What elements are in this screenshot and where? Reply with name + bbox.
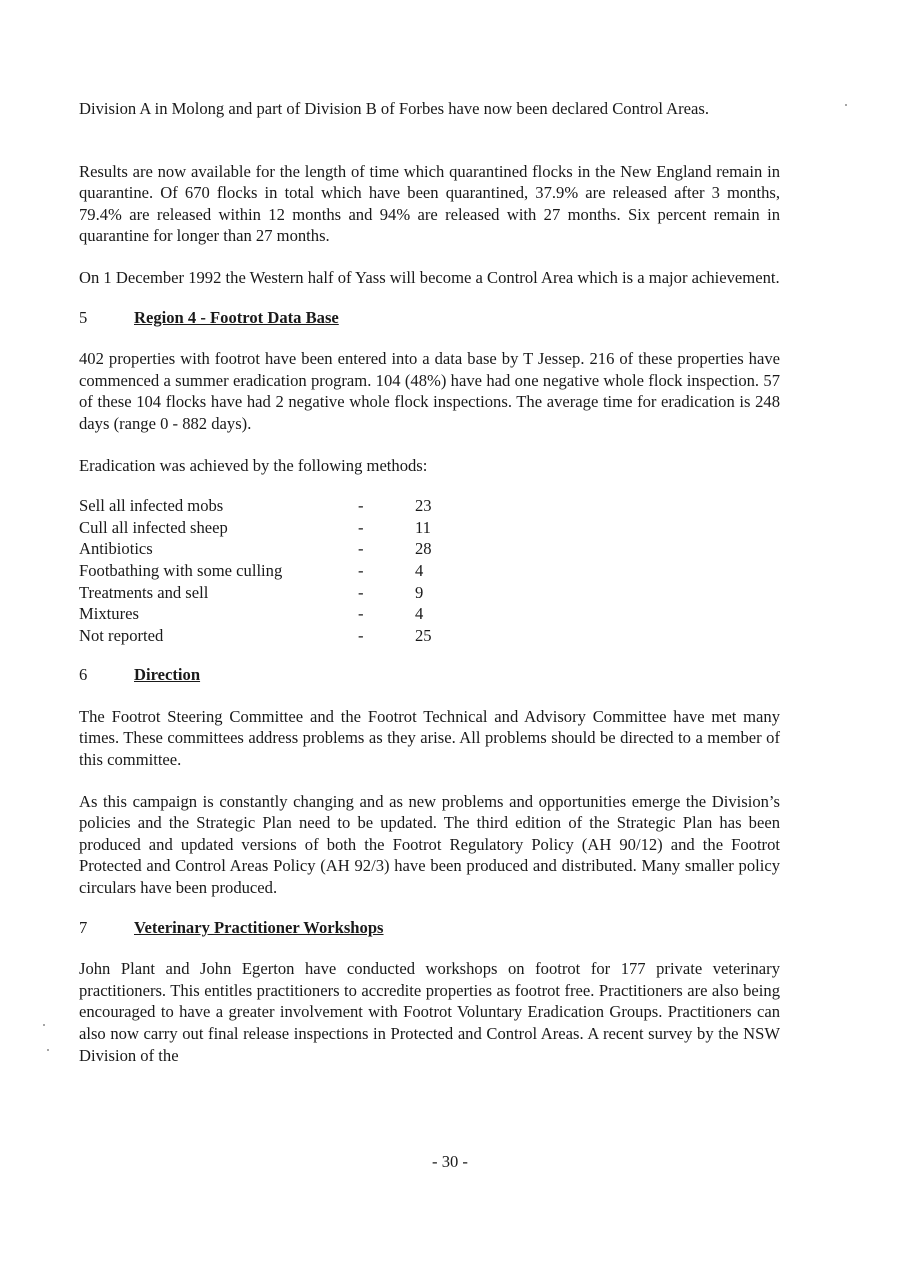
section-heading-7 <box>79 917 780 939</box>
paragraph-policies: As this campaign is constantly changing and as new problems and opportunities emerge the Division’s policies and the Strategic Plan need to be updated. The third edition of the Strategic Plan has been produced and updated versions of both the Footrot Regulatory Policy (AH 90/12) and the Footrot Protected and Control Areas Policy (AH 92/3) have been produced and distributed. Many smaller policy circulars have been produced. <box>79 791 780 898</box>
method-count: 4 <box>415 560 424 580</box>
method-name: Cull all infected sheep <box>79 517 228 537</box>
method-count: 25 <box>415 625 432 645</box>
table-row <box>79 560 455 582</box>
method-dash: - <box>358 517 364 537</box>
paragraph-workshops: John Plant and John Egerton have conducted workshops on footrot for 177 private veterinary practitioners. This entitles practitioners to accredite properties as footrot free. Practitioners are also being encouraged to have a greater involvement with Footrot Voluntary Eradication Groups. Practitioners can also now carry out final release inspections in Protected and Control Areas. A recent survey by the NSW Division of the <box>79 959 780 1065</box>
paragraph-control-areas-declared: Division A in Molong and part of Division B of Forbes have now been declared Control Areas. <box>79 99 710 118</box>
method-name: Footbathing with some culling <box>79 560 283 580</box>
section-title: Veterinary Practitioner Workshops <box>134 917 384 937</box>
method-count: 4 <box>415 604 424 624</box>
section-number: 7 <box>79 917 88 937</box>
table-row <box>79 538 455 560</box>
method-count: 11 <box>415 517 431 537</box>
table-row <box>79 603 455 625</box>
method-count: 9 <box>415 582 424 602</box>
scan-speck <box>845 104 847 106</box>
method-dash: - <box>358 625 364 645</box>
method-count: 28 <box>415 539 432 559</box>
method-dash: - <box>358 539 364 559</box>
method-dash: - <box>358 496 364 516</box>
method-name: Mixtures <box>79 604 139 624</box>
section-number: 6 <box>79 665 88 685</box>
paragraph-yass-control-area: On 1 December 1992 the Western half of Yass will become a Control Area which is a major achievement. <box>79 267 780 287</box>
table-row <box>79 495 455 517</box>
page-number: - 30 - <box>432 1152 468 1171</box>
table-row <box>79 582 455 604</box>
eradication-methods-table <box>79 495 455 646</box>
table-row <box>79 517 455 539</box>
section-heading-5 <box>79 307 780 329</box>
page-body <box>79 98 780 1066</box>
method-dash: - <box>358 582 364 602</box>
method-count: 23 <box>415 496 432 516</box>
scan-speck <box>47 1049 49 1051</box>
method-name: Treatments and sell <box>79 582 209 602</box>
method-name: Sell all infected mobs <box>79 496 224 516</box>
section-number: 5 <box>79 307 88 327</box>
method-dash: - <box>358 560 364 580</box>
paragraph-methods-intro: Eradication was achieved by the following methods: <box>79 455 428 475</box>
section-title: Direction <box>134 665 201 685</box>
paragraph-quarantine-results: Results are now available for the length of time which quarantined flocks in the New England remain in quarantine. Of 670 flocks in total which have been quarantined, 37.9% are released after 3 months, 79.4% are released within 12 months and 94% are released with 27 months. Six percent remain in quarantine for longer than 27 months. <box>79 161 780 246</box>
table-row <box>79 625 455 647</box>
paragraph-committees: The Footrot Steering Committee and the Footrot Technical and Advisory Committee have met many times. These committees address problems as they arise. All problems should be directed to a member of this committee. <box>79 706 780 770</box>
method-name: Antibiotics <box>79 539 153 559</box>
method-name: Not reported <box>79 625 164 645</box>
scan-speck <box>43 1024 45 1026</box>
section-heading-6 <box>79 664 780 686</box>
paragraph-data-base: 402 properties with footrot have been entered into a data base by T Jessep. 216 of these properties have commenced a summer eradication program. 104 (48%) have had one negative whole flock inspection. 57 of these 104 flocks have had 2 negative whole flock inspections. The average time for eradication is 248 days (range 0 - 882 days). <box>79 349 780 433</box>
method-dash: - <box>358 604 364 624</box>
section-title: Region 4 - Footrot Data Base <box>134 307 339 327</box>
